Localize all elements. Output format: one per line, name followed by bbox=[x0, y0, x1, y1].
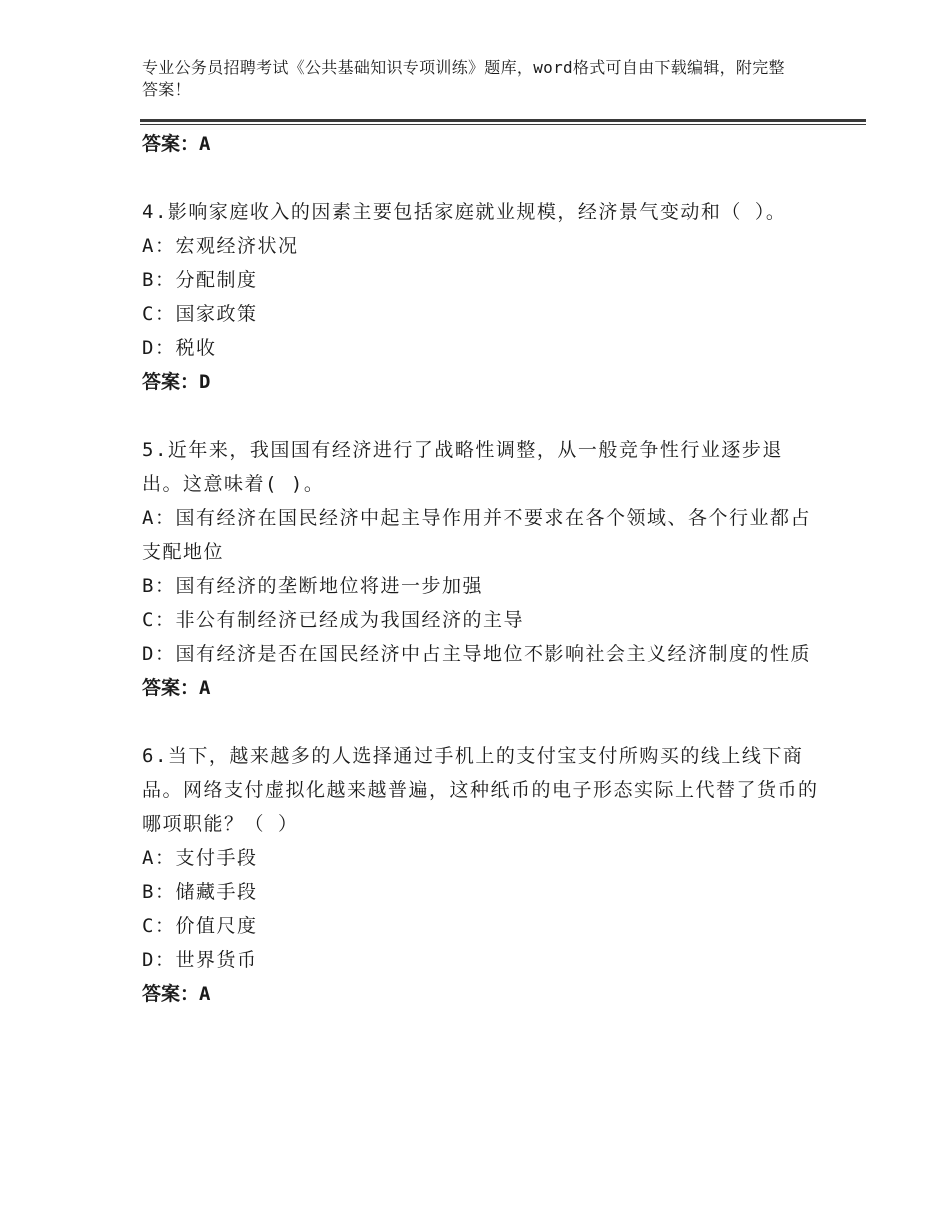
option-b: B：分配制度 bbox=[142, 269, 258, 291]
option-b: B：储藏手段 bbox=[142, 881, 258, 903]
option-a: A：支付手段 bbox=[142, 847, 258, 869]
answer: 答案：A bbox=[142, 983, 211, 1005]
option-a: A：宏观经济状况 bbox=[142, 235, 299, 257]
answer: 答案：D bbox=[142, 371, 211, 393]
question-6 bbox=[142, 739, 822, 1011]
option-c: C：非公有制经济已经成为我国经济的主导 bbox=[142, 609, 524, 631]
header-divider-thin bbox=[140, 124, 866, 125]
option-d: D：世界货币 bbox=[142, 949, 258, 971]
option-d: D：国有经济是否在国民经济中占主导地位不影响社会主义经济制度的性质 bbox=[142, 643, 811, 665]
option-b: B：国有经济的垄断地位将进一步加强 bbox=[142, 575, 483, 597]
question-5 bbox=[142, 433, 822, 705]
question-list bbox=[142, 127, 822, 1011]
answer: 答案：A bbox=[142, 677, 211, 699]
question-stem: 6.当下，越来越多的人选择通过手机上的支付宝支付所购买的线上线下商品。网络支付虚拟化越来越普遍，这种纸币的电子形态实际上代替了货币的哪项职能？（ ） bbox=[142, 745, 819, 835]
question-stem: 5.近年来，我国国有经济进行了战略性调整，从一般竞争性行业逐步退出。这意味着( )。 bbox=[142, 439, 783, 495]
previous-answer: 答案：A bbox=[142, 133, 211, 155]
option-c: C：价值尺度 bbox=[142, 915, 258, 937]
option-d: D：税收 bbox=[142, 337, 217, 359]
option-c: C：国家政策 bbox=[142, 303, 258, 325]
header-divider-thick bbox=[140, 119, 866, 122]
question-stem: 4.影响家庭收入的因素主要包括家庭就业规模，经济景气变动和（ ）。 bbox=[142, 201, 787, 223]
document-header: 专业公务员招聘考试《公共基础知识专项训练》题库，word格式可自由下载编辑，附完整答案！ bbox=[142, 58, 785, 99]
option-a: A：国有经济在国民经济中起主导作用并不要求在各个领域、各个行业都占支配地位 bbox=[142, 507, 811, 563]
question-4 bbox=[142, 195, 822, 399]
